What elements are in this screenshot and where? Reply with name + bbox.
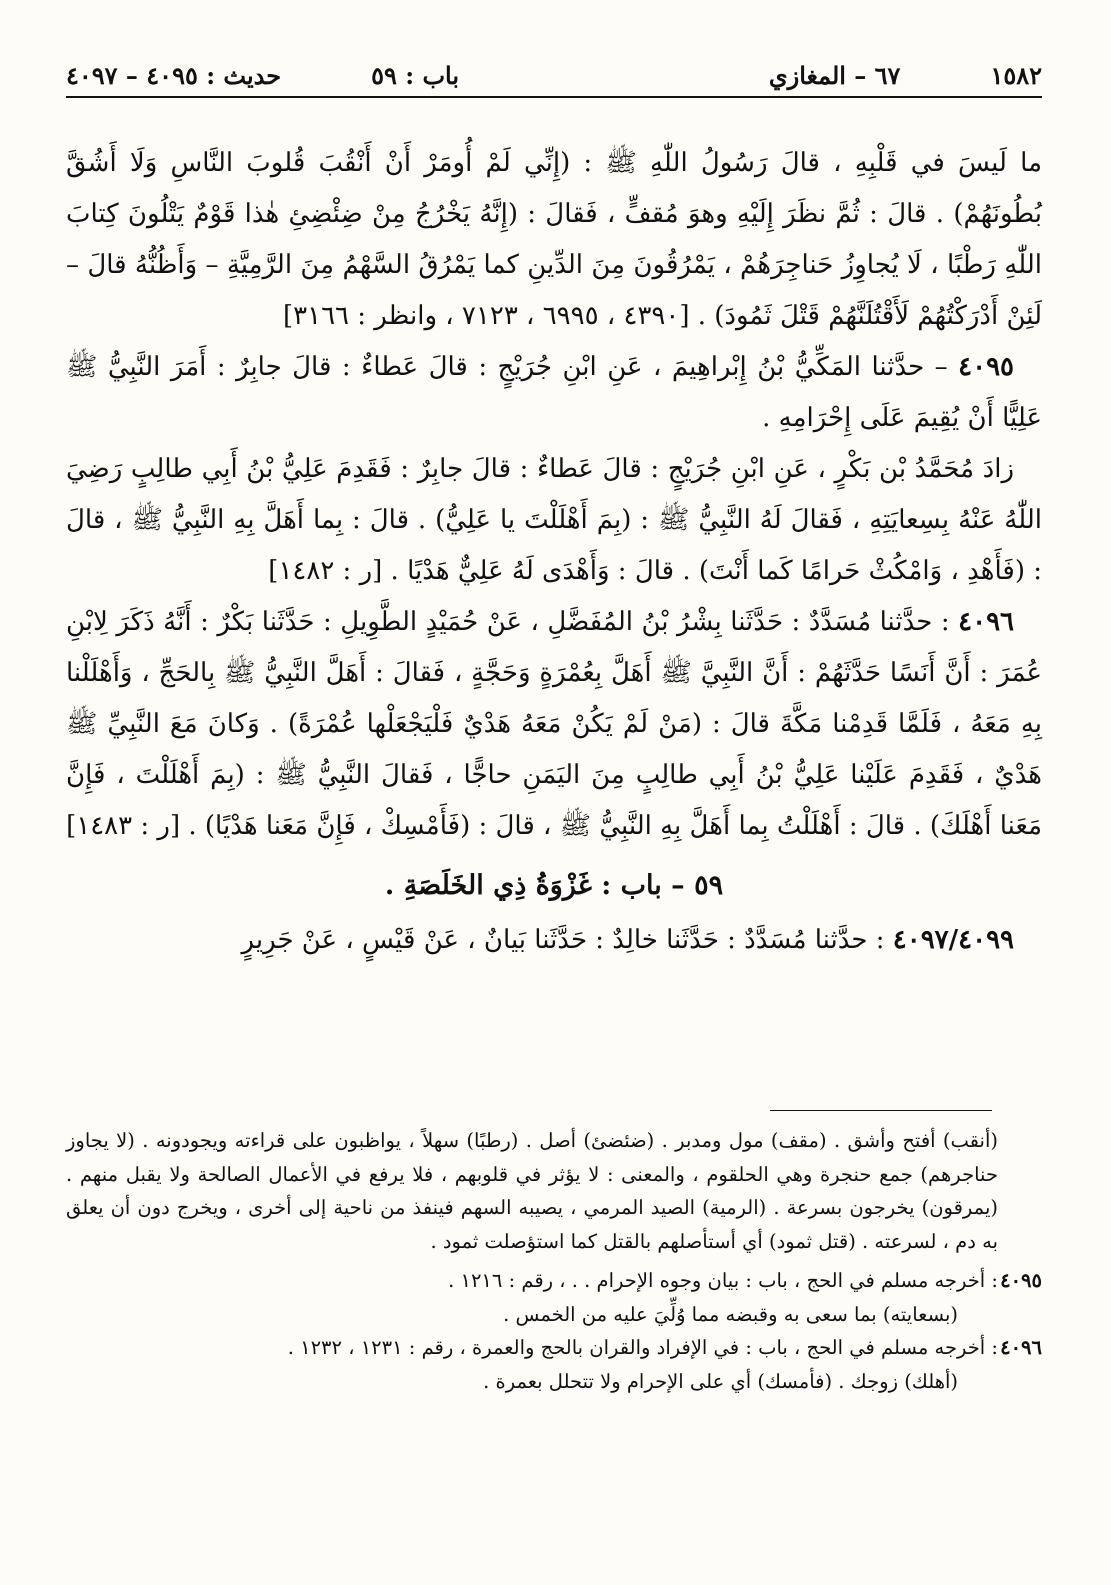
footnote-4096-gloss: (أهلك) زوجك . (فأمسك) أي على الإحرام ولا تتحلل بعمرة . <box>483 1369 958 1393</box>
footnote-number: ٤٠٩٥ <box>1000 1269 1042 1292</box>
footnote-text: : أخرجه مسلم في الحج ، باب : في الإفراد والقران بالحج والعمرة ، رقم : ١٢٣١ ، ١٢٣٢ . <box>287 1336 998 1359</box>
gloss-note: (أنقب) أفتح وأشق . (مقف) مول ومدبر . (ضئضئ) أصل . (رطبًا) سهلاً ، يواظبون على قراءته ويجودونه . (لا يجاوز حناجرهم) جمع حنجرة وهي الحلقوم ، والمعنى : لا يؤثر في قلوبهم ، فلا يرفع في الأعمال الصالحة ولا يقبل منهم . (يمرقون) يخرجون بسرعة . (الرمية) الصيد المرمي ، يصيبه السهم فينفذ من ناحية إلى أخرى ، ويخرج دون أن يعلق به دم ، لسرعته . (قتل ثمود) أي أستأصلهم بالقتل كما استؤصلت ثمود . <box>66 1129 998 1253</box>
book-title: ٦٧ – المغازي <box>768 61 901 90</box>
section-title: ٥٩ – باب : غَزْوَةُ ذِي الخَلَصَةِ . <box>384 870 724 901</box>
footnote-4095-gloss: (بسعايته) بما سعى به وقبضه مما وُلِّيَ عليه من الخمس . <box>503 1302 958 1326</box>
bab-number: باب : ٥٩ <box>371 61 460 90</box>
hadith-number: ٤٠٩٧/٤٠٩٩ <box>892 925 1014 955</box>
hadith-range: حديث : ٤٠٩٥ – ٤٠٩٧ <box>66 61 282 90</box>
hadith-text: : حدَّثنا مُسَدَّدٌ : حَدَّثَنا خالِدٌ : حَدَّثَنا بَيانٌ ، عَنْ قَيْسٍ ، عَنْ جَرِيرٍ <box>241 925 893 955</box>
paragraph-continuation: ما لَيسَ في قَلْبِهِ ، قالَ رَسُولُ اللّٰهِ ﷺ : (إِنِّي لَمْ أُومَرْ أَنْ أَنْقُبَ قُلوبَ النَّاسِ وَلَا أَشُقَّ بُطُونَهُمْ) . قالَ : ثُمَّ نظَرَ إِلَيْهِ وهوَ مُقفٍّ ، فَقالَ : (إِنَّهُ يَخْرُجُ مِنْ ضِئْضِئِ هٰذا قَوْمٌ يَتْلُونَ كِتابَ اللّٰهِ رَطْبًا ، لَا يُجاوِزُ حَناجِرَهُمْ ، يَمْرُقُونَ مِنَ الدِّينِ كما يَمْرُقُ السَّهْمُ مِنَ الرَّمِيَّةِ – وَأَظُنُّهُ قالَ – لَئِنْ أَدْرَكْتُهُمْ لَأَقْتُلَنَّهُمْ قَتْلَ ثَمُودَ) . [٤٣٩٠ ، ٦٩٩٥ ، ٧١٢٣ ، وانظر : ٣١٦٦] <box>66 148 1042 331</box>
header-right-group <box>769 61 1042 90</box>
footnotes <box>66 1124 1042 1398</box>
header-left-group <box>66 61 459 90</box>
hadith-number: ٤٠٩٦ <box>958 607 1014 637</box>
paragraph-addition: زادَ مُحَمَّدُ بْن بَكْرٍ ، عَنِ ابْنِ جُرَيْجٍ : قالَ عَطاءٌ : قالَ جابِرٌ : فَقَدِمَ عَلِيُّ بْنُ أَبِي طالِبٍ رَضِيَ اللّٰهُ عَنْهُ بِسِعايَتِهِ ، فَقالَ لَهُ النَّبِيُّ ﷺ : (بِمَ أَهْلَلْتَ يا عَلِيُّ) . قالَ : بِما أَهَلَّ بِهِ النَّبِيُّ ﷺ ، قالَ : (فَأَهْدِ ، وَامْكُثْ حَرامًا كَما أَنْتَ) . قالَ : وَأَهْدَى لَهُ عَلِيٌّ هَدْيًا . [ر : ١٤٨٢] <box>66 454 1042 586</box>
footnote-4096 <box>66 1331 1042 1365</box>
footnote-text: : أخرجه مسلم في الحج ، باب : بيان وجوه الإحرام . . ، رقم : ١٢١٦ . <box>448 1269 998 1292</box>
hadith-text: : حدَّثنا مُسَدَّدٌ : حَدَّثَنا بِشْرُ بْنُ المُفَضَّلِ ، عَنْ حُمَيْدٍ الطَّوِيلِ : حَدَّثَنا بَكْرٌ : أَنَّهُ ذَكَرَ لِابْنِ عُمَرَ : أَنَّ أَنَسًا حَدَّثَهُمْ : أَنَّ النَّبِيَّ ﷺ أَهَلَّ بِعُمْرَةٍ وَحَجَّةٍ ، فَقالَ : أَهَلَّ النَّبِيُّ ﷺ بِالحَجِّ ، وَأَهْلَلْنا بِهِ مَعَهُ ، فَلَمَّا قَدِمْنا مَكَّةَ قالَ : (مَنْ لَمْ يَكُنْ مَعَهُ هَدْيٌ فَلْيَجْعَلْها عُمْرَةً) . وَكانَ مَعَ النَّبِيِّ ﷺ هَدْيٌ ، فَقَدِمَ عَلَيْنا عَلِيُّ بْنُ أَبِي طالِبٍ مِنَ اليَمَنِ حاجًّا ، فَقالَ النَّبِيُّ ﷺ : (بِمَ أَهْلَلْتَ ، فَإِنَّ مَعَنا أَهْلَكَ) . قالَ : أَهْلَلْتُ بِما أَهَلَّ بِهِ النَّبِيُّ ﷺ ، قالَ : (فَأَمْسِكْ ، فَإِنَّ مَعَنا هَدْيًا) . [ر : ١٤٨٣] <box>66 607 1042 841</box>
footnote-number: ٤٠٩٦ <box>1000 1336 1042 1359</box>
footnote-4095 <box>66 1264 1042 1298</box>
footnote-divider <box>770 1110 992 1111</box>
hadith-4095 <box>66 342 1042 444</box>
hadith-number: ٤٠٩٥ <box>958 352 1014 382</box>
page-number: ١٥٨٢ <box>990 61 1042 90</box>
hadith-4097 <box>66 915 1042 966</box>
page-header <box>66 52 1042 98</box>
main-text <box>66 138 1042 966</box>
hadith-text: – حدَّثنا المَكِّيُّ بْنُ إِبْراهِيمَ ، عَنِ ابْنِ جُرَيْجٍ : قالَ عَطاءٌ : قالَ جابِرٌ : أَمَرَ النَّبِيُّ ﷺ عَلِيًّا أَنْ يُقِيمَ عَلَى إِحْرَامِهِ . <box>66 352 1042 433</box>
hadith-4096 <box>66 597 1042 852</box>
